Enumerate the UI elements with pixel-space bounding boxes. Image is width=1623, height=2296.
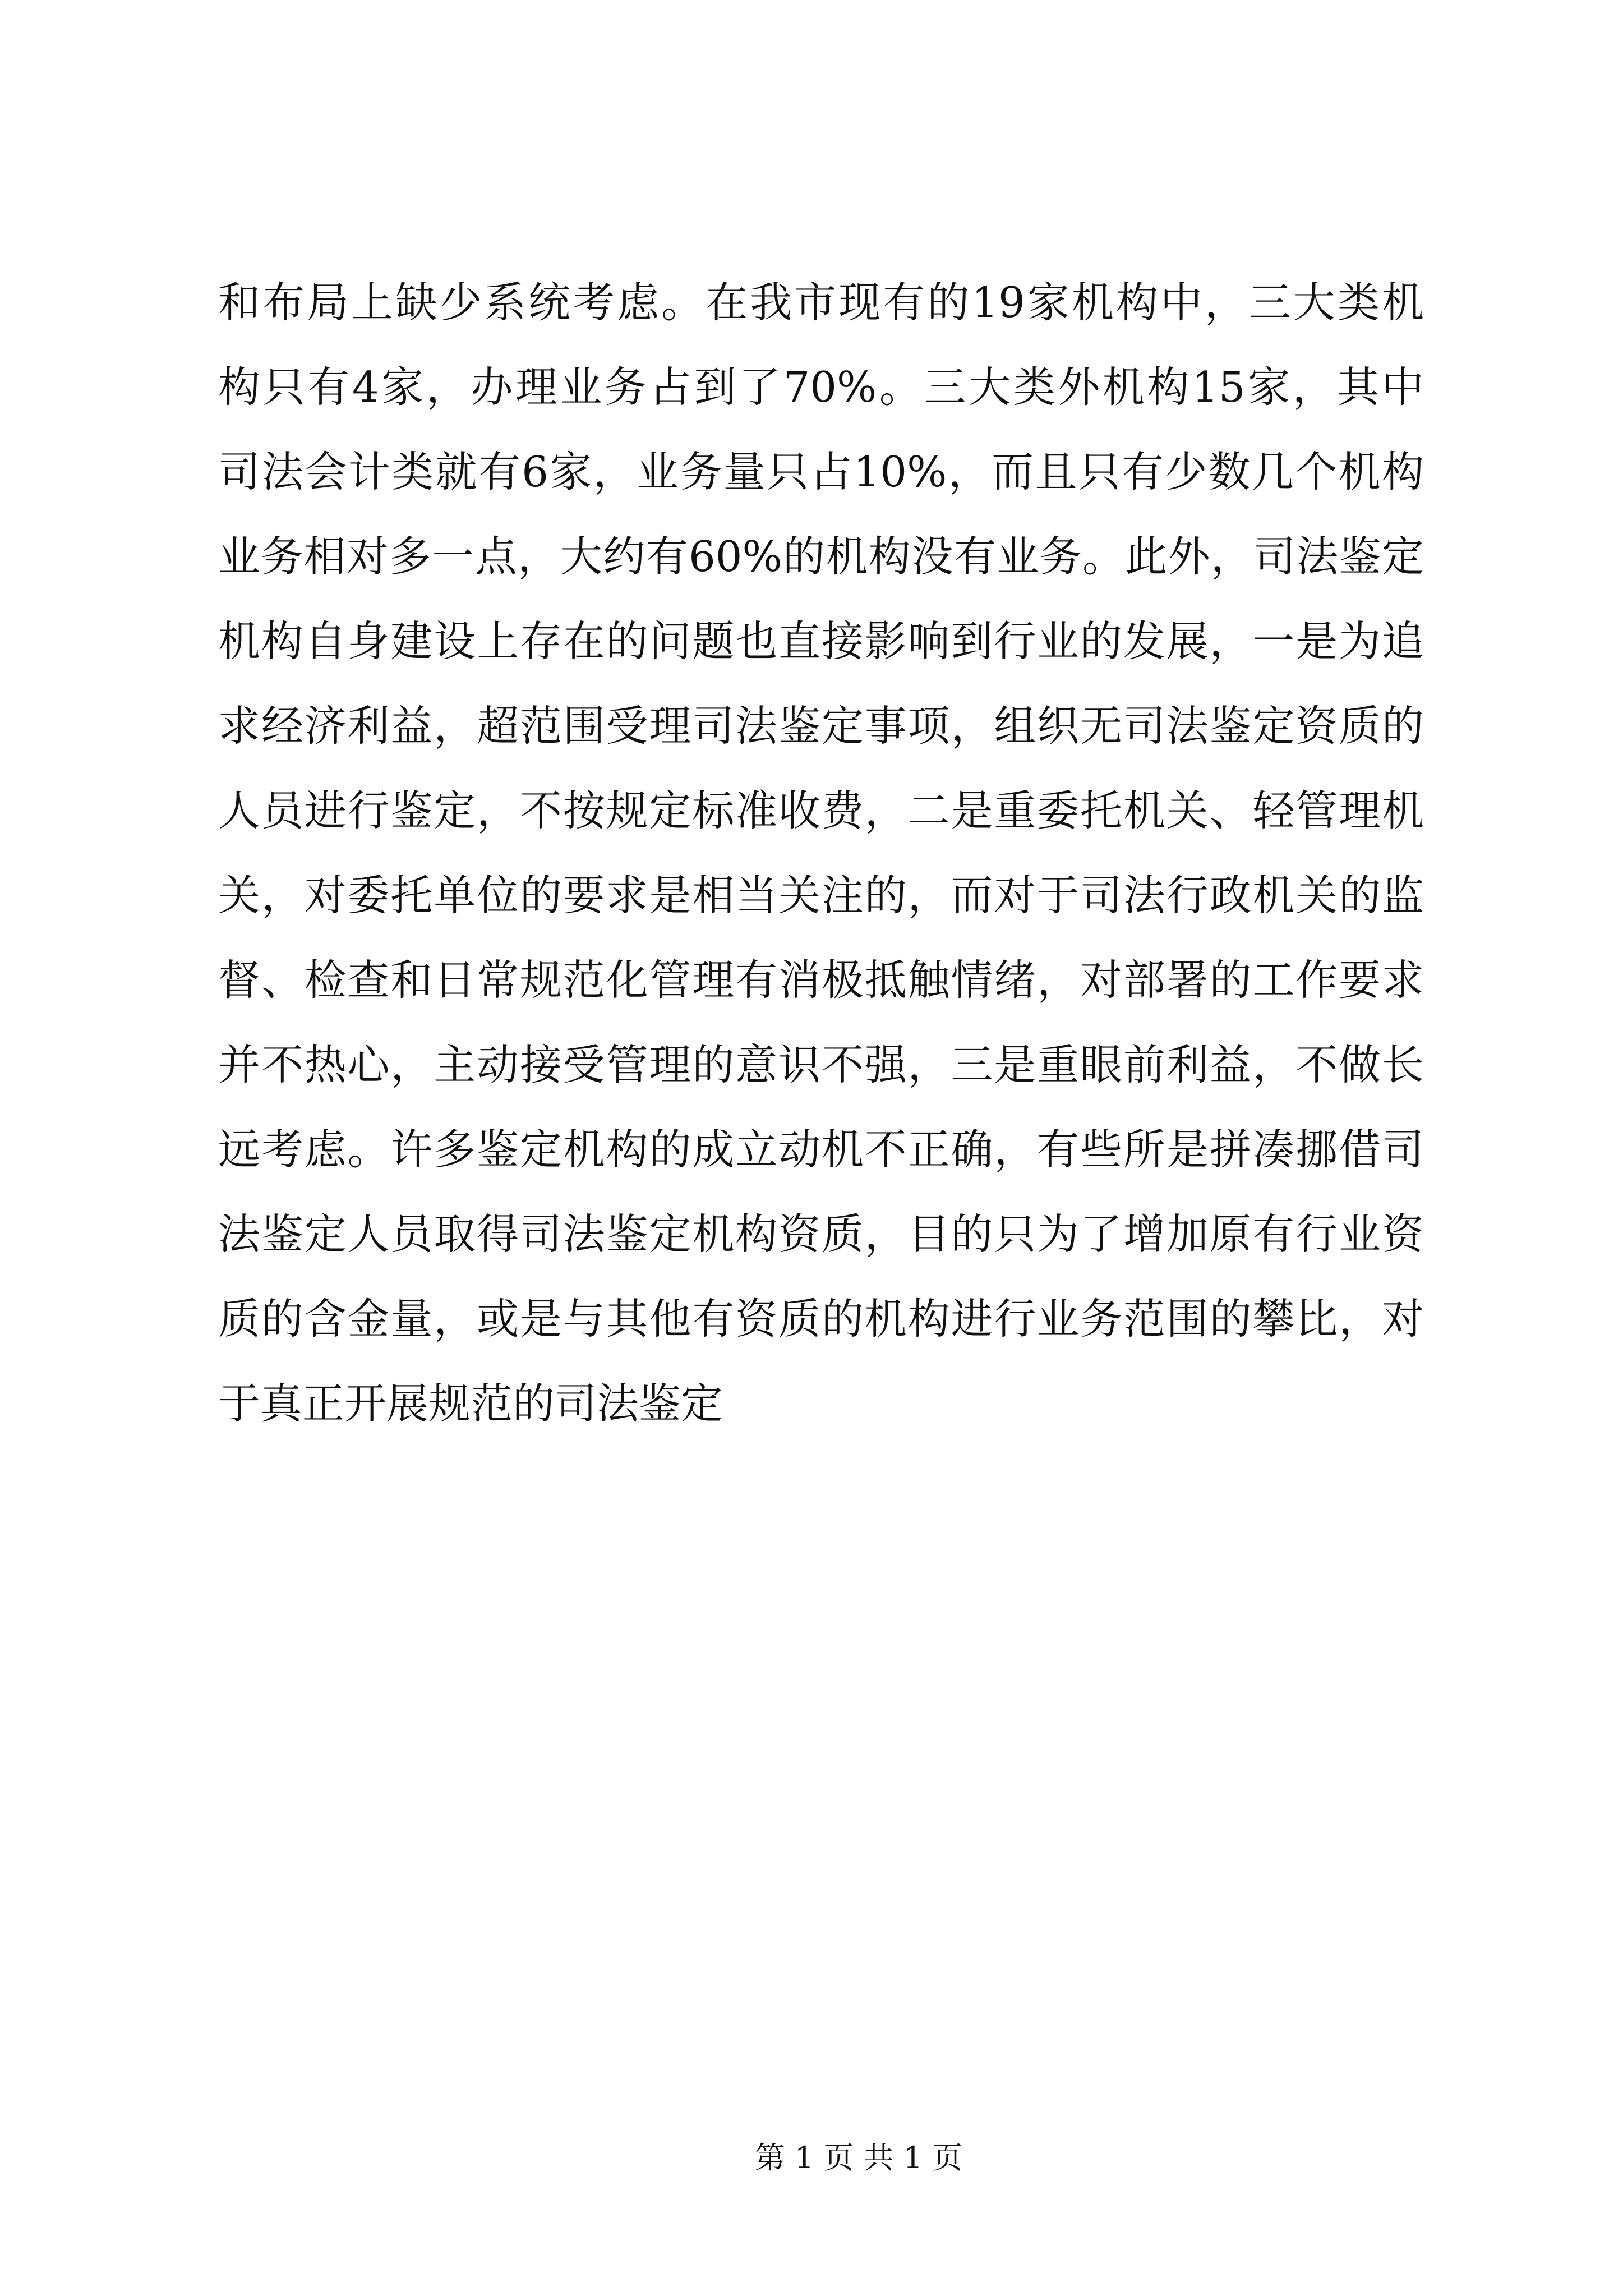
paragraph-line: 关，对委托单位的要求是相当关注的，而对于司法行政机关的监	[218, 871, 1424, 920]
paragraph-line: 质的含金量，或是与其他有资质的机构进行业务范围的攀比，对	[218, 1294, 1424, 1343]
paragraph-line: 机构自身建设上存在的问题也直接影响到行业的发展，一是为追	[218, 616, 1424, 666]
paragraph-line: 求经济利益，超范围受理司法鉴定事项，组织无司法鉴定资质的	[218, 701, 1424, 751]
paragraph-line: 法鉴定人员取得司法鉴定机构资质，目的只为了增加原有行业资	[218, 1209, 1424, 1259]
page-footer: 第 1 页 共 1 页	[754, 2140, 963, 2175]
paragraph-line: 督、检查和日常规范化管理有消极抵触情绪，对部署的工作要求	[218, 955, 1424, 1005]
paragraph-line: 远考虑。许多鉴定机构的成立动机不正确，有些所是拼凑挪借司	[218, 1125, 1424, 1174]
paragraph-line: 构只有4家，办理业务占到了70%。三大类外机构15家，其中	[218, 362, 1424, 412]
paragraph-line: 业务相对多一点，大约有60%的机构没有业务。此外，司法鉴定	[218, 532, 1424, 581]
paragraph-line: 司法会计类就有6家，业务量只占10%，而且只有少数几个机构	[218, 447, 1424, 496]
paragraph-line: 和布局上缺少系统考虑。在我市现有的19家机构中，三大类机	[218, 278, 1424, 327]
paragraph-line: 于真正开展规范的司法鉴定	[218, 1379, 723, 1428]
body-paragraph	[218, 260, 1424, 1446]
paragraph-line: 并不热心，主动接受管理的意识不强，三是重眼前利益，不做长	[218, 1040, 1424, 1089]
paragraph-line: 人员进行鉴定，不按规定标准收费，二是重委托机关、轻管理机	[218, 786, 1424, 835]
